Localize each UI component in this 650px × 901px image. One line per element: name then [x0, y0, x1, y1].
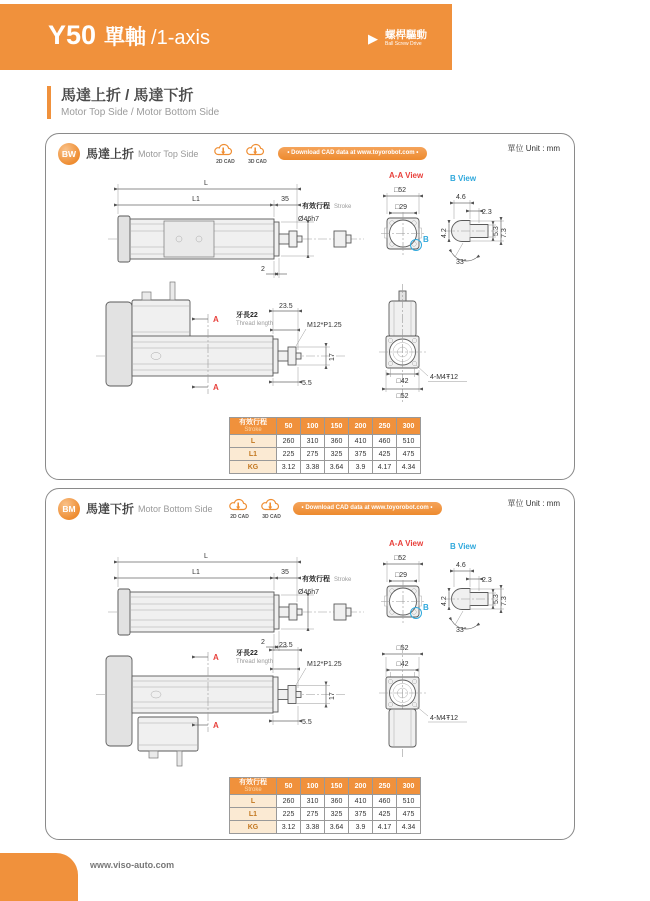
bm-motor-bottom-view	[96, 642, 346, 766]
dim-55: 5.5	[302, 719, 312, 726]
cloud-download-icon	[212, 142, 238, 158]
table-row-KG	[230, 821, 421, 834]
cloud-download-icon	[244, 142, 270, 158]
cell: 4.34	[397, 821, 421, 834]
play-triangle-icon: ▶	[368, 30, 378, 46]
dim-17: 17	[329, 692, 336, 700]
panel-bm-title-zh: 馬達下折	[86, 502, 135, 516]
stroke-label-zh: 有效行程	[302, 203, 330, 210]
dim-33deg: 33°	[456, 627, 467, 634]
dim-sq52: □52	[394, 187, 407, 194]
table-row-L1	[230, 448, 421, 461]
download-cad-pill[interactable]: • Download CAD data at www.toyorobot.com •	[293, 502, 442, 515]
cell: 325	[325, 808, 349, 821]
col-header: 150	[325, 418, 349, 435]
cell: 310	[301, 795, 325, 808]
dim-L1: L1	[192, 196, 200, 203]
dim-sq52: □52	[394, 555, 407, 562]
dim-17: 17	[329, 353, 336, 361]
download-cad-pill[interactable]: • Download CAD data at www.toyorobot.com •	[278, 147, 427, 160]
b-callout: B	[423, 235, 429, 244]
cad-2d-label: 2D CAD	[230, 514, 249, 520]
cell: 3.64	[325, 461, 349, 474]
panel-bw-title-zh: 馬達上折	[86, 147, 135, 161]
panel-bm-title-en: Motor Bottom Side	[138, 503, 213, 514]
cell: 375	[349, 448, 373, 461]
dim-sq29: □29	[395, 204, 408, 211]
cloud-download-icon	[227, 497, 253, 513]
drive-label-en: Ball Screw Drive	[385, 41, 422, 48]
panel-bw-header	[58, 142, 427, 165]
dim-sq52-end: □52	[396, 645, 409, 652]
dim-L: L	[204, 553, 208, 560]
drive-type-badge	[368, 29, 427, 48]
dim-dia46: Ø46h7	[298, 216, 320, 223]
cell: 310	[301, 435, 325, 448]
footer-url[interactable]: www.viso-auto.com	[90, 860, 175, 870]
cell: 3.9	[349, 461, 373, 474]
section-heading	[47, 86, 219, 119]
dim-235: 23.5	[279, 642, 293, 649]
row-label: L	[230, 435, 277, 448]
cell: 410	[349, 435, 373, 448]
bw-end-view	[379, 284, 467, 402]
cell: 3.38	[301, 821, 325, 834]
section-title-zh: 馬達上折 / 馬達下折	[61, 87, 194, 104]
col-header: 200	[349, 778, 373, 795]
cell: 510	[397, 435, 421, 448]
thread-label-zh: 牙長22	[236, 650, 258, 657]
section-a-bottom: A	[213, 721, 219, 730]
bm-badge: BM	[58, 498, 80, 520]
cell: 360	[325, 435, 349, 448]
dim-sq29: □29	[395, 572, 408, 579]
dim-m12: M12*P1.25	[307, 322, 342, 329]
stroke-header-cell	[230, 778, 277, 795]
cell: 425	[373, 448, 397, 461]
dim-73: 7.3	[501, 596, 508, 606]
thread-label-en: Thread length	[236, 321, 274, 327]
panel-motor-top-side	[45, 133, 575, 480]
panel-motor-bottom-side	[45, 488, 575, 840]
dim-L1: L1	[192, 569, 200, 576]
cell: 360	[325, 795, 349, 808]
bm-stroke-table	[229, 777, 421, 834]
drive-label-zh: 螺桿驅動	[385, 29, 427, 41]
aa-view-label: A-A View	[389, 539, 424, 548]
section-a-top: A	[213, 315, 219, 324]
section-title-en: Motor Top Side / Motor Bottom Side	[61, 107, 220, 119]
stroke-label-zh: 有效行程	[302, 576, 330, 583]
cell: 4.34	[397, 461, 421, 474]
dim-m12: M12*P1.25	[307, 661, 342, 668]
dim-2: 2	[261, 639, 265, 646]
dim-53: 5.3	[493, 594, 500, 604]
thread-label-en: Thread length	[236, 659, 274, 665]
col-header: 250	[373, 418, 397, 435]
bw-b-view	[441, 174, 508, 266]
unit-label: 單位 Unit : mm	[507, 144, 560, 153]
cell: 3.12	[277, 821, 301, 834]
dim-235: 23.5	[279, 303, 293, 310]
section-a-bottom: A	[213, 383, 219, 392]
cell: 375	[349, 808, 373, 821]
panel-bm-header	[58, 497, 442, 520]
bw-side-view	[108, 180, 364, 278]
bw-badge: BW	[58, 143, 80, 165]
row-label: KG	[230, 821, 277, 834]
dim-sq52-end: □52	[396, 393, 409, 400]
stroke-label-en: Stroke	[334, 577, 352, 583]
bw-motor-top-view	[96, 282, 346, 394]
table-header-row	[230, 418, 421, 435]
col-header: 300	[397, 778, 421, 795]
dim-2: 2	[261, 266, 265, 273]
cell: 325	[325, 448, 349, 461]
bw-stroke-table	[229, 417, 421, 474]
table-row-KG	[230, 461, 421, 474]
row-label: L1	[230, 448, 277, 461]
cell: 3.9	[349, 821, 373, 834]
stroke-label-en: Stroke	[334, 204, 352, 210]
dim-4m4: 4-M4Ŧ12	[430, 374, 459, 381]
bm-side-view	[108, 553, 364, 651]
bw-aa-view	[381, 171, 429, 255]
dim-73: 7.3	[501, 228, 508, 238]
dim-23: 2.3	[482, 577, 492, 584]
dim-33deg: 33°	[456, 259, 467, 266]
stroke-header-zh: 有效行程	[239, 778, 267, 786]
cad-3d-download[interactable]	[259, 497, 285, 520]
col-header: 100	[301, 778, 325, 795]
col-header: 200	[349, 418, 373, 435]
cell: 3.64	[325, 821, 349, 834]
dim-sq42: □42	[396, 661, 409, 668]
cad-2d-download[interactable]	[212, 142, 238, 165]
dim-35: 35	[281, 569, 289, 576]
cell: 3.12	[277, 461, 301, 474]
cad-download-icons	[212, 142, 270, 165]
thread-label-zh: 牙長22	[236, 312, 258, 319]
cell: 275	[301, 448, 325, 461]
b-view-label: B View	[450, 174, 477, 183]
dim-53: 5.3	[493, 226, 500, 236]
cell: 460	[373, 795, 397, 808]
dim-42: 4.2	[441, 228, 448, 238]
table-row-L	[230, 435, 421, 448]
cell: 275	[301, 808, 325, 821]
table-row-L	[230, 795, 421, 808]
b-callout: B	[423, 603, 429, 612]
model-name: Y50	[48, 20, 97, 50]
footer-accent-block	[0, 853, 78, 901]
stroke-header-cell	[230, 418, 277, 435]
dim-L: L	[204, 180, 208, 187]
dim-35: 35	[281, 196, 289, 203]
table-row-L1	[230, 808, 421, 821]
title-axis-en: /1-axis	[151, 27, 210, 49]
dim-42: 4.2	[441, 596, 448, 606]
row-label: L1	[230, 808, 277, 821]
dim-4m4: 4-M4Ŧ12	[430, 715, 459, 722]
bm-end-view	[379, 644, 467, 757]
dim-46: 4.6	[456, 194, 466, 201]
cell: 475	[397, 808, 421, 821]
stroke-header-en: Stroke	[244, 426, 262, 433]
cell: 225	[277, 448, 301, 461]
dim-46: 4.6	[456, 562, 466, 569]
dim-dia46: Ø46h7	[298, 589, 320, 596]
dim-55: 5.5	[302, 380, 312, 387]
dim-23: 2.3	[482, 209, 492, 216]
cad-2d-label: 2D CAD	[216, 159, 235, 165]
col-header: 250	[373, 778, 397, 795]
panel-bw-title-en: Motor Top Side	[138, 148, 199, 159]
col-header: 50	[277, 778, 301, 795]
col-header: 50	[277, 418, 301, 435]
cad-3d-label: 3D CAD	[262, 514, 281, 520]
col-header: 300	[397, 418, 421, 435]
row-label: KG	[230, 461, 277, 474]
section-a-top: A	[213, 653, 219, 662]
title-axis-zh: 單軸	[104, 26, 147, 49]
cell: 425	[373, 808, 397, 821]
unit-label: 單位 Unit : mm	[507, 499, 560, 508]
stroke-header-zh: 有效行程	[239, 418, 267, 426]
table-header-row	[230, 778, 421, 795]
bm-b-view	[441, 542, 508, 634]
cell: 260	[277, 435, 301, 448]
cad-download-icons	[227, 497, 285, 520]
cad-3d-label: 3D CAD	[248, 159, 267, 165]
cell: 460	[373, 435, 397, 448]
col-header: 100	[301, 418, 325, 435]
b-view-label: B View	[450, 542, 477, 551]
dim-sq42: □42	[396, 378, 409, 385]
cell: 410	[349, 795, 373, 808]
header-bar	[0, 4, 452, 70]
row-label: L	[230, 795, 277, 808]
cell: 510	[397, 795, 421, 808]
cell: 4.17	[373, 821, 397, 834]
cad-2d-download[interactable]	[227, 497, 253, 520]
cloud-download-icon	[259, 497, 285, 513]
cad-3d-download[interactable]	[244, 142, 270, 165]
cell: 4.17	[373, 461, 397, 474]
cell: 475	[397, 448, 421, 461]
col-header: 150	[325, 778, 349, 795]
bm-aa-view	[381, 539, 429, 623]
cell: 225	[277, 808, 301, 821]
page-title	[48, 20, 210, 51]
stroke-header-en: Stroke	[244, 786, 262, 793]
cell: 3.38	[301, 461, 325, 474]
aa-view-label: A-A View	[389, 171, 424, 180]
cell: 260	[277, 795, 301, 808]
